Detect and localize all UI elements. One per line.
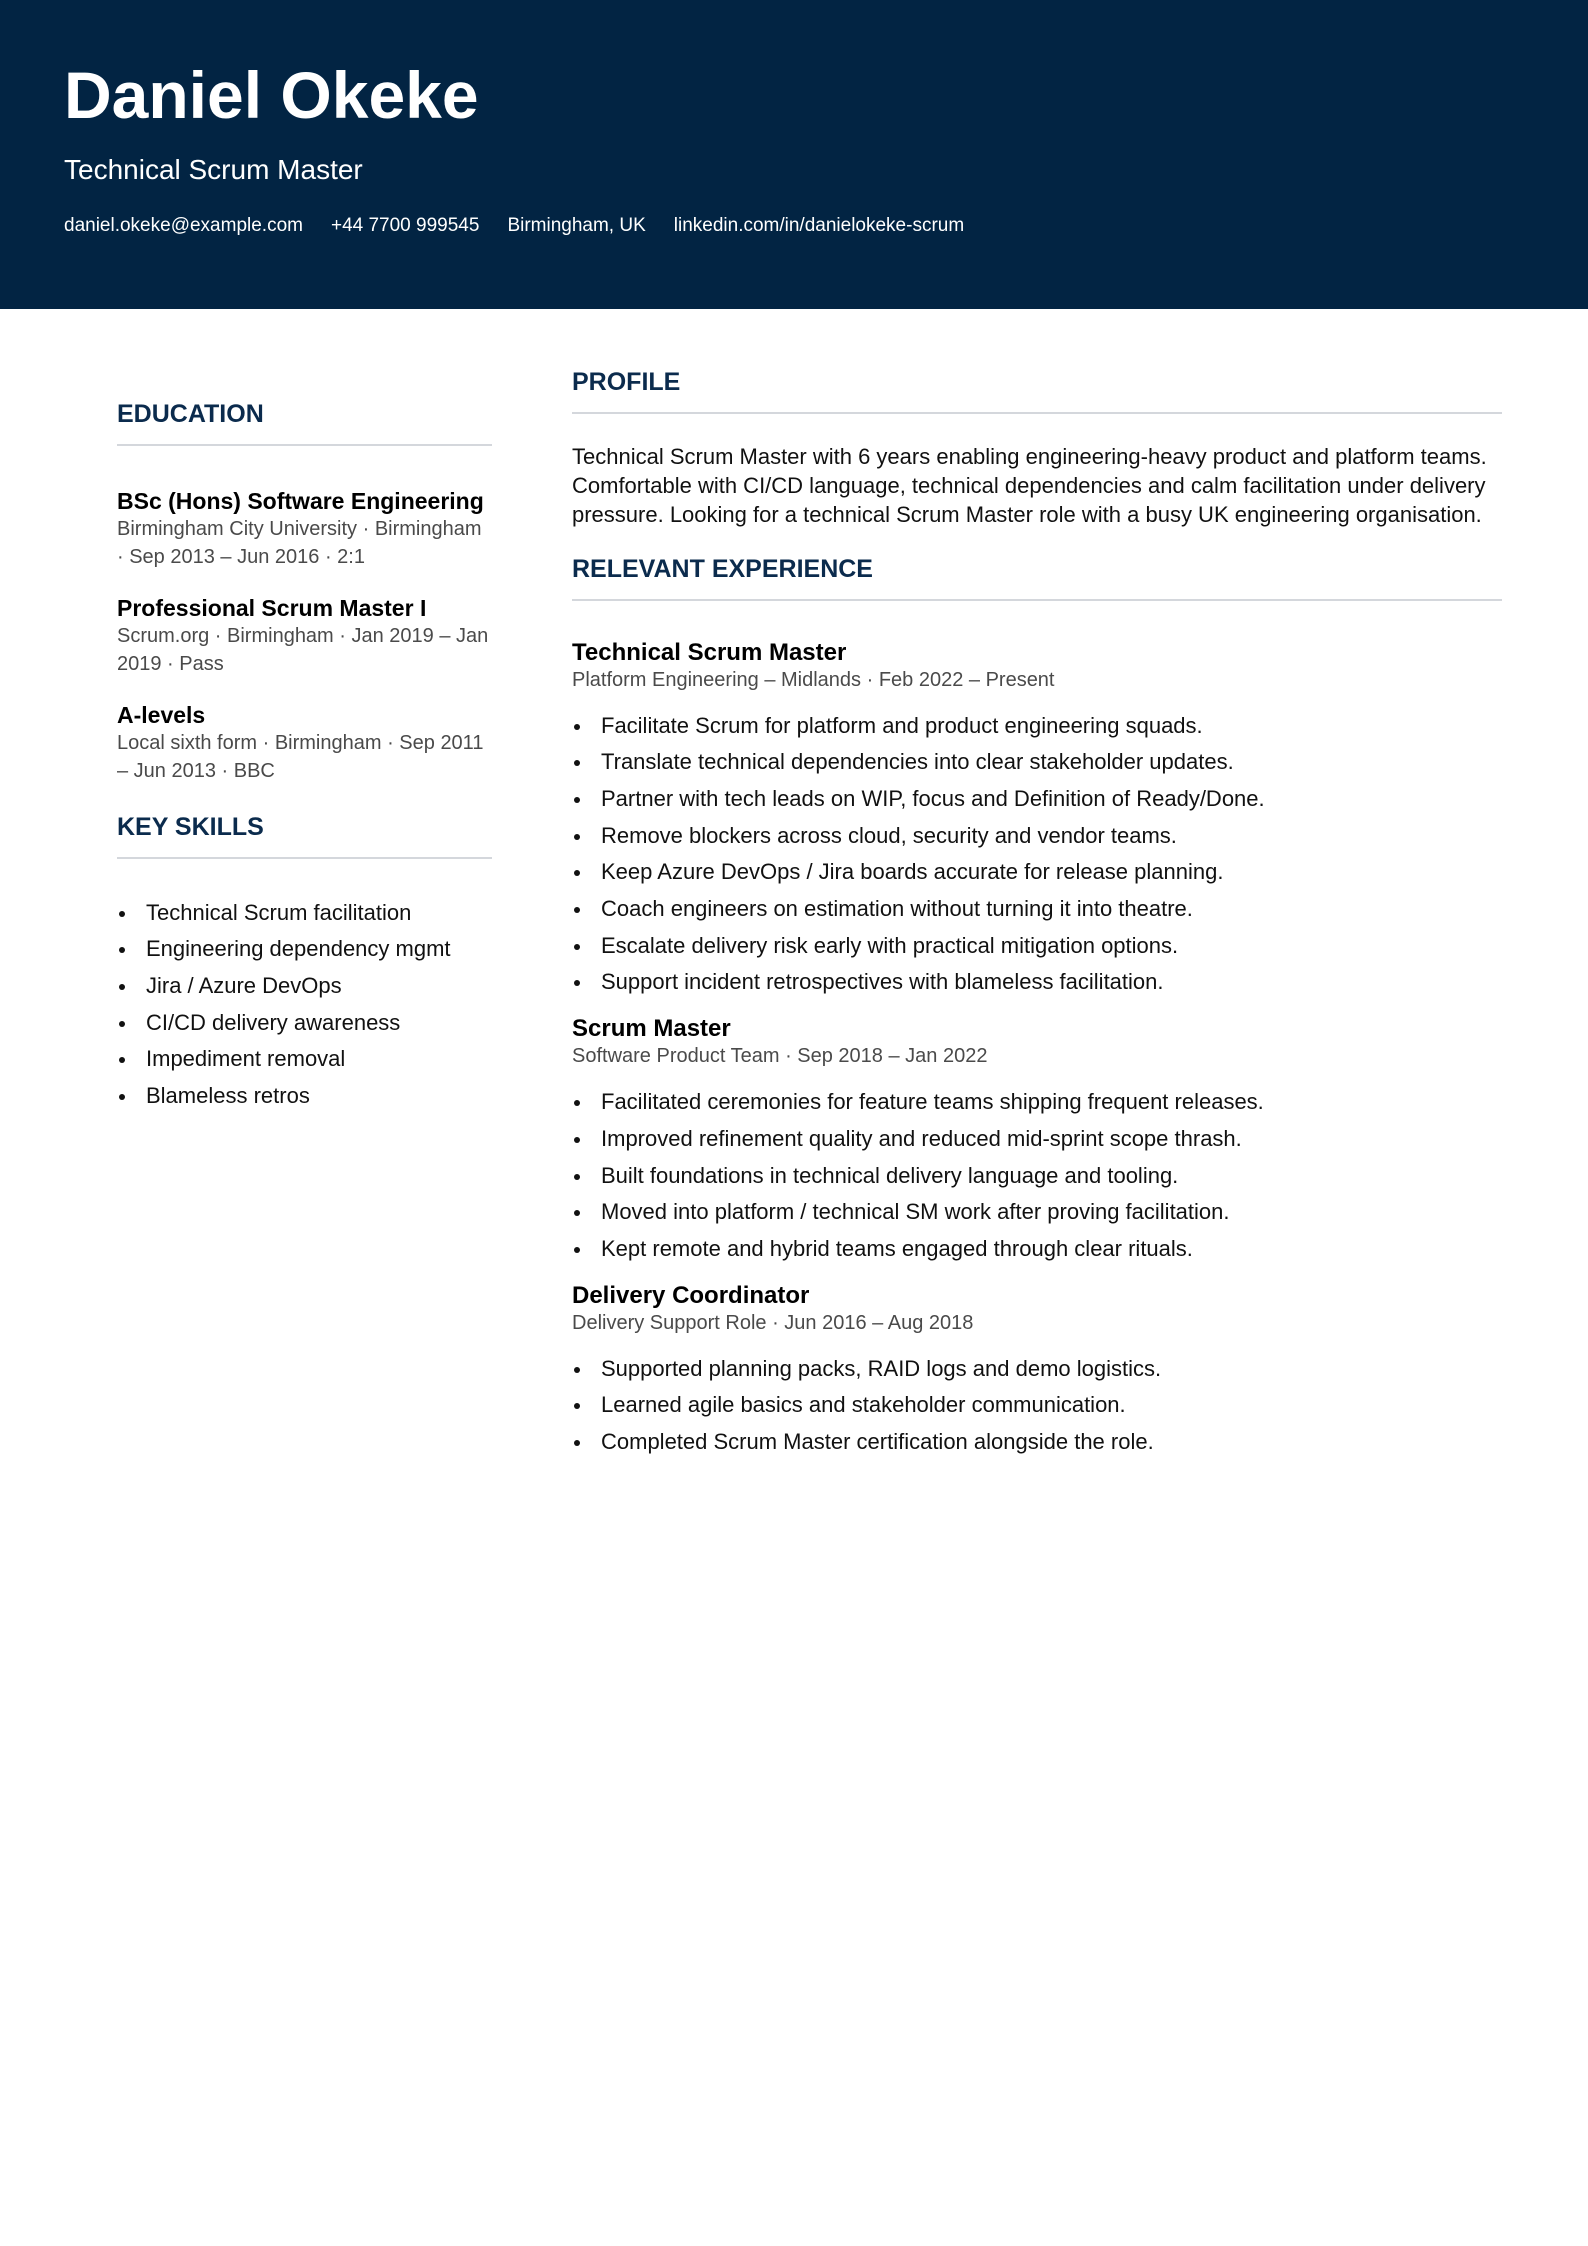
education-item [117,487,492,571]
skill-item: Engineering dependency mgmt [117,931,492,968]
profile-section [572,368,1502,529]
job-title: Scrum Master [572,1015,731,1043]
job-bullets [572,708,1502,1002]
job-meta: Delivery Support Role · Jun 2016 – Aug 2018 [572,1311,974,1334]
education-item-meta: Birmingham City University · Birmingham · Sep 2013 – Jun 2016 · 2:1 [117,517,482,568]
contact-bar [64,216,964,235]
job-bullet: Keep Azure DevOps / Jira boards accurate for release planning. [572,854,1502,891]
job-bullet: Coach engineers on estimation without turning it into theatre. [572,891,1502,928]
candidate-name: Daniel Okeke [64,58,479,132]
left-column [117,400,492,1115]
experience-heading: RELEVANT EXPERIENCE [572,555,1502,601]
job-bullet: Learned agile basics and stakeholder communication. [572,1387,1502,1424]
skill-item: Jira / Azure DevOps [117,968,492,1005]
job-meta: Software Product Team · Sep 2018 – Jan 2022 [572,1045,988,1068]
education-item-meta: Local sixth form · Birmingham · Sep 2011 – Jun 2013 · BBC [117,731,484,782]
job-entry [572,1015,1502,1268]
job-bullets [572,1351,1502,1461]
job-bullet: Kept remote and hybrid teams engaged through clear rituals. [572,1231,1502,1268]
job-bullet: Support incident retrospectives with blameless facilitation. [572,964,1502,1001]
skills-section [117,813,492,1115]
job-bullet: Improved refinement quality and reduced mid-sprint scope thrash. [572,1121,1502,1158]
skill-item: Blameless retros [117,1078,492,1115]
job-title: Delivery Coordinator [572,1281,810,1309]
skills-heading: KEY SKILLS [117,813,492,859]
candidate-role: Technical Scrum Master [64,154,363,185]
education-section [117,400,492,785]
job-bullet: Moved into platform / technical SM work after proving facilitation. [572,1194,1502,1231]
job-bullet: Completed Scrum Master certification alongside the role. [572,1424,1502,1461]
education-item-meta: Scrum.org · Birmingham · Jan 2019 – Jan 2019 · Pass [117,624,489,675]
job-bullet: Translate technical dependencies into clear stakeholder updates. [572,744,1502,781]
job-bullets [572,1084,1502,1268]
profile-heading: PROFILE [572,368,1502,414]
skill-item: Technical Scrum facilitation [117,895,492,932]
education-heading: EDUCATION [117,400,492,446]
job-entry [572,1282,1502,1461]
education-item-title: BSc (Hons) Software Engineering [117,487,484,514]
profile-text: Technical Scrum Master with 6 years enabling engineering-heavy product and platform teams. Comfortable with CI/CD language, technical dependencies and calm facilitation under delivery pressure. Looking for a technical Scrum Master role with a busy UK engineering organisation. [572,443,1487,527]
job-bullet: Remove blockers across cloud, security and vendor teams. [572,818,1502,855]
contact-linkedin: linkedin.com/in/danielokeke-scrum [673,215,965,236]
job-meta: Platform Engineering – Midlands · Feb 2022 – Present [572,668,1055,691]
skill-item: Impediment removal [117,1041,492,1078]
job-bullet: Supported planning packs, RAID logs and demo logistics. [572,1351,1502,1388]
job-bullet: Facilitate Scrum for platform and product engineering squads. [572,708,1502,745]
job-bullet: Built foundations in technical delivery language and tooling. [572,1158,1502,1195]
job-entry [572,639,1502,1002]
education-item-title: A-levels [117,701,206,728]
contact-location: Birmingham, UK [507,215,646,236]
experience-section [572,555,1502,1461]
right-column [572,368,1502,1461]
contact-phone: +44 7700 999545 [330,215,480,236]
resume-header [0,0,1588,309]
education-item [117,594,492,678]
skill-item: CI/CD delivery awareness [117,1005,492,1042]
job-bullet: Facilitated ceremonies for feature teams shipping frequent releases. [572,1084,1502,1121]
skills-list [117,895,492,1115]
job-title: Technical Scrum Master [572,638,847,666]
education-item [117,701,492,785]
job-bullet: Escalate delivery risk early with practical mitigation options. [572,928,1502,965]
education-item-title: Professional Scrum Master I [117,594,427,621]
job-bullet: Partner with tech leads on WIP, focus and Definition of Ready/Done. [572,781,1502,818]
contact-email: daniel.okeke@example.com [64,215,303,236]
